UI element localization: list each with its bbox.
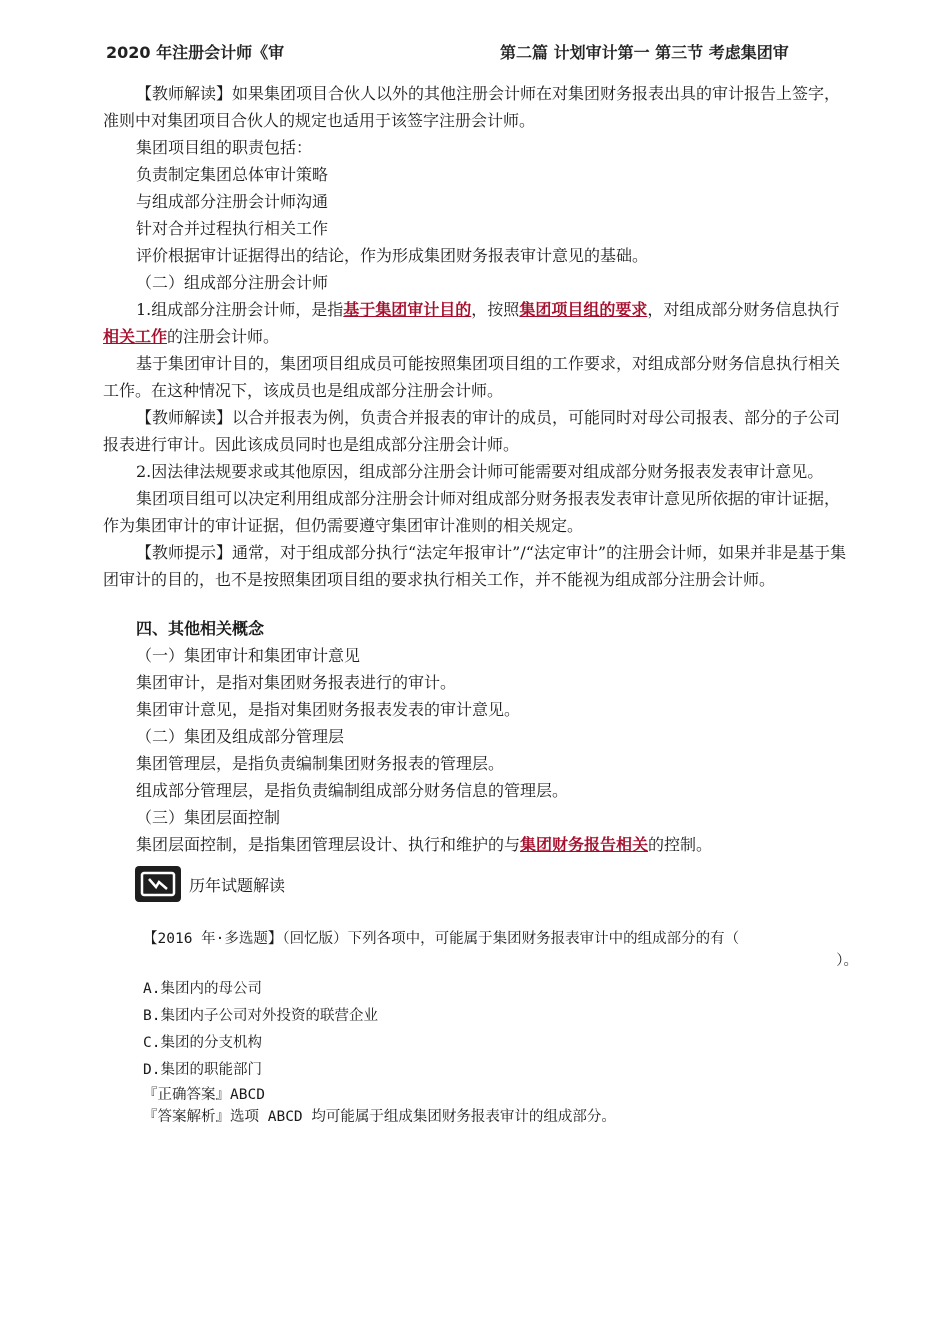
text-span: ，按照 — [471, 300, 520, 319]
paragraph: 集团审计，是指对集团财务报表进行的审计。 — [136, 673, 457, 692]
subheading: （二）组成部分注册会计师 — [136, 273, 329, 292]
paragraph: 集团项目组可以决定利用组成部分注册会计师对组成部分财务报表发表审计意见所依据的审计证据，作为集团审计的审计证据，但仍需要遵守集团审计准则的相关规定。 — [103, 489, 841, 535]
text-span: 集团层面控制，是指集团管理层设计、执行和维护的与 — [136, 835, 521, 854]
option-c: C.集团的分支机构 — [143, 1035, 262, 1051]
page-header — [100, 28, 845, 62]
paragraph: 组成部分管理层，是指负责编制组成部分财务信息的管理层。 — [136, 781, 569, 800]
paragraph: 2.因法律法规要求或其他原因，组成部分注册会计师可能需要对组成部分财务报表发表审计意见。 — [136, 462, 824, 481]
teacher-note-2: 【教师解读】以合并报表为例，负责合并报表的审计的成员，可能同时对母公司报表、部分的子公司报表进行审计。因此该成员同时也是组成部分注册会计师。 — [103, 408, 841, 454]
question — [143, 928, 858, 972]
question-text: 【2016 年·多选题】（回忆版）下列各项中，可能属于集团财务报表审计中的组成部分的有（ — [143, 931, 740, 947]
exam-section-title: 历年试题解读 — [189, 875, 286, 895]
subheading: （一）集团审计和集团审计意见 — [136, 646, 361, 665]
emphasis-text: 集团财务报告相关 — [520, 835, 649, 854]
option-a: A.集团内的母公司 — [143, 981, 262, 997]
exam-section-header — [135, 866, 860, 902]
list-item: 负责制定集团总体审计策略 — [136, 165, 329, 184]
paragraph: 集团管理层，是指负责编制集团财务报表的管理层。 — [136, 754, 505, 773]
option-d: D.集团的职能部门 — [143, 1062, 262, 1078]
document-body — [103, 80, 850, 858]
question-text-cont: ）。 — [836, 953, 858, 969]
emphasis-text: 相关工作 — [103, 327, 168, 346]
section-heading: 四、其他相关概念 — [136, 619, 265, 638]
list-item: 与组成部分注册会计师沟通 — [136, 192, 329, 211]
paragraph: 集团审计意见，是指对集团财务报表发表的审计意见。 — [136, 700, 521, 719]
option-b: B.集团内子公司对外投资的联营企业 — [143, 1008, 378, 1024]
teacher-note-1: 【教师解读】如果集团项目合伙人以外的其他注册会计师在对集团财务报表出具的审计报告上签字， 准则中对集团项目合伙人的规定也适用于该签字注册会计师。 — [103, 84, 841, 130]
definition-paragraph — [103, 296, 850, 350]
answer-analysis: 『答案解析』选项 ABCD 均可能属于组成集团财务报表审计的组成部分。 — [143, 1109, 616, 1125]
subheading: （三）集团层面控制 — [136, 808, 281, 827]
paragraph: 集团项目组的职责包括： — [136, 138, 313, 157]
lightning-screen-icon — [135, 866, 181, 902]
emphasis-text: 集团项目组的要求 — [519, 300, 648, 319]
header-left-text: 2020 年注册会计师《审 — [106, 43, 285, 62]
text-span: 的控制。 — [648, 835, 713, 854]
emphasis-text: 基于集团审计目的 — [343, 300, 472, 319]
text-span: 的注册会计师。 — [167, 327, 280, 346]
header-right-text: 第二篇 计划审计第一 第三节 考虑集团审 — [500, 43, 789, 62]
definition-paragraph — [103, 831, 850, 858]
paragraph: 评价根据审计证据得出的结论，作为形成集团财务报表审计意见的基础。 — [136, 246, 649, 265]
text-span: 1.组成部分注册会计师，是指 — [136, 300, 344, 319]
teacher-tip: 【教师提示】通常，对于组成部分执行“法定年报审计”/“法定审计”的注册会计师，如果并非是基于集团审计的目的，也不是按照集团项目组的要求执行相关工作，并不能视为组成部分注册会计师。 — [103, 543, 847, 589]
subheading: （二）集团及组成部分管理层 — [136, 727, 345, 746]
options-list — [143, 976, 843, 1128]
text-span: ，对组成部分财务信息执行 — [647, 300, 840, 319]
paragraph: 基于集团审计目的，集团项目组成员可能按照集团项目组的工作要求，对组成部分财务信息执行相关工作。在这种情况下，该成员也是组成部分注册会计师。 — [103, 354, 841, 400]
correct-answer: 『正确答案』ABCD — [143, 1087, 265, 1103]
list-item: 针对合并过程执行相关工作 — [136, 219, 329, 238]
